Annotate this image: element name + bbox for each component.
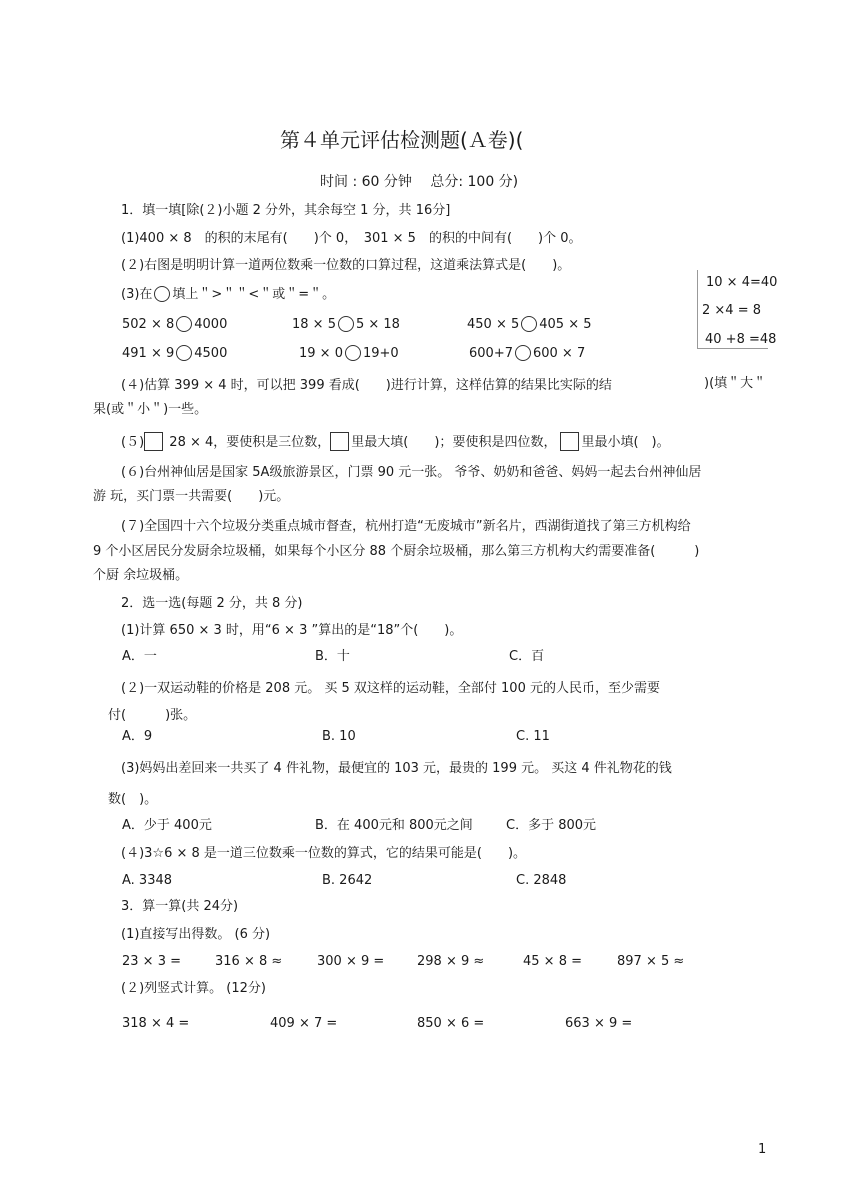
- option-a: A．9: [122, 729, 153, 744]
- option-c: C．百: [509, 649, 545, 664]
- blank-box-icon[interactable]: [330, 432, 349, 451]
- compare-item: 450 × 5 405 × 5: [467, 317, 592, 332]
- section-2-heading: 2．选一选(每题 2 分，共 8 分): [121, 596, 303, 611]
- s1-q4-line1: (４)估算 399 × 4 时，可以把 399 看成( )进行计算，这样估算的结果比实际的结: [121, 378, 612, 393]
- calc-line-3: 40 +8 =48: [705, 332, 777, 347]
- s1-q7-line3: 个厨 余垃圾桶。: [93, 568, 189, 583]
- s1-q7-line2: 9 个小区居民分发厨余垃圾桶，如果每个小区分 88 个厨余垃圾桶，那么第三方机构大约需要准备( ): [93, 544, 700, 559]
- calc-item: 897 × 5 ≈: [617, 954, 685, 969]
- time-info: 时间 : 60 分钟 总分: 100 分): [320, 174, 519, 190]
- s3-part-1: (1)直接写出得数。 (6 分): [121, 927, 271, 942]
- s1-q1: (1)400 × 8 的积的末尾有( )个 0， 301 × 5 的积的中间有( )个 0。: [121, 231, 582, 246]
- option-a: A．一: [122, 649, 157, 664]
- calc-item: 316 × 8 ≈: [215, 954, 283, 969]
- option-c: C. 11: [516, 729, 550, 744]
- calc-item: 45 × 8 =: [523, 954, 582, 969]
- compare-circle-icon[interactable]: [176, 345, 192, 361]
- s1-q2: (２)右图是明明计算一道两位数乘一位数的口算过程，这道乘法算式是( )。: [121, 258, 571, 273]
- blank-box-icon[interactable]: [144, 432, 163, 451]
- calc-process-box: [697, 270, 778, 349]
- option-a: A. 3348: [122, 873, 173, 888]
- blank-box-icon[interactable]: [560, 432, 579, 451]
- section-3-heading: 3．算一算(共 24分): [121, 899, 239, 914]
- option-b: B. 2642: [322, 873, 373, 888]
- vertical-calc-item: 318 × 4 =: [122, 1016, 190, 1031]
- s2-q1: (1)计算 650 × 3 时，用“6 × 3 ”算出的是“18”个( )。: [121, 623, 463, 638]
- calc-item: 23 × 3 =: [122, 954, 181, 969]
- s1-q4-line2: 果(或＂小＂)一些。: [93, 402, 208, 417]
- compare-item: 18 × 5 5 × 18: [292, 317, 400, 332]
- option-c: C. 2848: [516, 873, 567, 888]
- compare-circle-icon: [154, 286, 170, 302]
- section-1-heading: 1．填一填[除(２)小题 2 分外，其余每空 1 分，共 16分]: [121, 203, 451, 218]
- page-number: 1: [758, 1142, 767, 1157]
- s1-q6-line1: (６)台州神仙居是国家 5A级旅游景区，门票 90 元一张。 爷爷、奶奶和爸爸、妈妈一起去台州神仙居: [121, 465, 702, 480]
- page-title: 第４单元评估检测题(Ａ卷)(: [280, 128, 524, 152]
- s1-q5: (５) 28 × 4，要使积是三位数， 里最大填( )；要使积是四位数， 里最小填( )。: [121, 432, 670, 451]
- s2-q3-line2: 数( )。: [108, 792, 158, 807]
- s1-q3-pre: (3)在: [121, 287, 153, 302]
- calc-item: 300 × 9 =: [317, 954, 385, 969]
- compare-item: 600+7 600 × 7: [469, 346, 586, 361]
- s2-q3-line1: (3)妈妈出差回来一共买了 4 件礼物，最便宜的 103 元，最贵的 199 元。 买这 4 件礼物花的钱: [121, 761, 672, 776]
- compare-item: 19 × 0 19+0: [299, 346, 399, 361]
- compare-item: 502 × 8 4000: [122, 317, 228, 332]
- option-b: B. 10: [322, 729, 356, 744]
- vertical-calc-item: 663 × 9 =: [565, 1016, 633, 1031]
- option-b: B．十: [315, 649, 350, 664]
- option-c: C．多于 800元: [506, 818, 597, 833]
- s2-q2-line1: (２)一双运动鞋的价格是 208 元。 买 5 双这样的运动鞋，全部付 100 元的人民币，至少需要: [121, 681, 660, 696]
- compare-item: 491 × 9 4500: [122, 346, 228, 361]
- compare-circle-icon[interactable]: [345, 345, 361, 361]
- compare-circle-icon[interactable]: [176, 316, 192, 332]
- s2-q2-line2: 付( )张。: [108, 708, 197, 723]
- calc-item: 298 × 9 ≈: [417, 954, 485, 969]
- compare-circle-icon[interactable]: [521, 316, 537, 332]
- compare-circle-icon[interactable]: [515, 345, 531, 361]
- s1-q4-right: )(填＂大＂: [704, 376, 767, 391]
- s2-q4: (４)3☆6 × 8 是一道三位数乘一位数的算式，它的结果可能是( )。: [121, 846, 527, 861]
- calc-line-2: 2 ×4 = 8: [702, 303, 761, 318]
- s1-q6-line2: 游 玩，买门票一共需要( )元。: [93, 489, 290, 504]
- option-b: B．在 400元和 800元之间: [315, 818, 473, 833]
- s1-q3-post: 填上＂>＂＂<＂或＂=＂。: [172, 287, 336, 302]
- calc-line-1: 10 × 4=40: [706, 275, 778, 290]
- s1-q3: [121, 286, 335, 303]
- vertical-calc-item: 850 × 6 =: [417, 1016, 485, 1031]
- s1-q7-line1: (７)全国四十六个垃圾分类重点城市督查，杭州打造“无废城市”新名片，西湖街道找了第三方机构给: [121, 519, 691, 534]
- compare-circle-icon[interactable]: [338, 316, 354, 332]
- vertical-calc-item: 409 × 7 =: [270, 1016, 338, 1031]
- option-a: A．少于 400元: [122, 818, 212, 833]
- s3-part-2: (２)列竖式计算。 (12分): [121, 981, 266, 996]
